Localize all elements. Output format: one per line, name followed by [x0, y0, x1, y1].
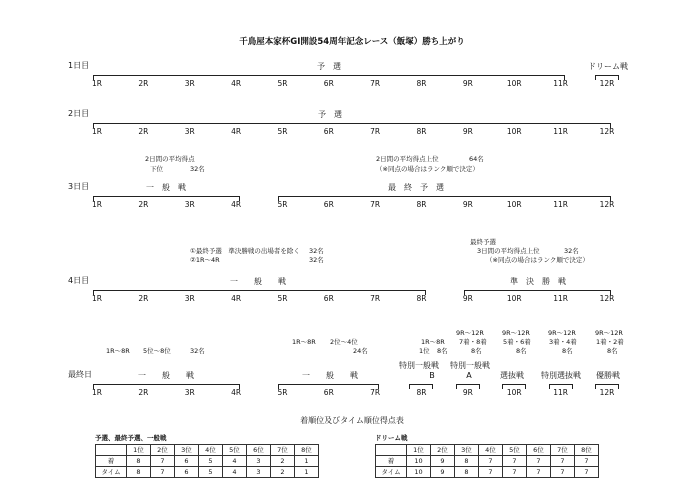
group-sub-label-a: A	[466, 371, 472, 380]
race-label-2: 2R	[138, 79, 149, 88]
race-label-8: 8R	[416, 200, 427, 209]
note-day2-upper-heading: 2日間の平均得点上位	[376, 155, 439, 163]
column-header: 2位	[151, 445, 175, 456]
row-header: 着	[376, 456, 407, 467]
race-label-12: 12R	[599, 294, 615, 303]
race-label-9: 9R	[462, 294, 473, 303]
race-label-8: 8R	[416, 294, 427, 303]
day-label: 最終日	[68, 370, 92, 379]
race-label-10: 10R	[506, 127, 522, 136]
table-cell: 8	[127, 456, 151, 467]
race-label-7: 7R	[370, 79, 381, 88]
qual-count: 8名	[437, 347, 448, 355]
table-cell: 7	[527, 467, 551, 478]
table-cell: 7	[479, 467, 503, 478]
table-cell: 9	[431, 467, 455, 478]
qual-races: 9R～12R	[502, 329, 530, 337]
race-label-2: 2R	[138, 127, 149, 136]
race-label-6: 6R	[323, 79, 334, 88]
group-label-ippan: 一 般 戦	[302, 371, 358, 380]
group-label-ippan: 一 般 戦	[146, 183, 186, 192]
score-table-title: 着順位及びタイム順位得点表	[300, 416, 404, 425]
race-label-3: 3R	[184, 79, 195, 88]
race-label-10: 10R	[506, 79, 522, 88]
note-day3-final-prelim-line1: 3日間の平均得点上位	[477, 247, 540, 255]
bracket-ippan	[93, 196, 240, 201]
race-label-5: 5R	[277, 79, 288, 88]
race-label-7: 7R	[370, 200, 381, 209]
race-label-10: 10R	[506, 200, 522, 209]
group-label-special-general-a: 特別一般戦	[450, 361, 490, 370]
column-header: 3位	[455, 445, 479, 456]
qual-count: 8名	[607, 347, 618, 355]
qual-ranks: 2位～4位	[330, 338, 358, 346]
row-header: 着	[96, 456, 127, 467]
column-header: 6位	[527, 445, 551, 456]
note-day2-upper-remark: （※同点の場合はランク順で決定）	[376, 165, 479, 173]
table-cell: 8	[455, 467, 479, 478]
table-cell: 7	[575, 467, 599, 478]
table-cell: 6	[175, 467, 199, 478]
race-label-8: 8R	[416, 79, 427, 88]
column-header: 1位	[407, 445, 431, 456]
qual-count: 24名	[353, 347, 368, 355]
race-label-7: 7R	[370, 388, 381, 397]
table-cell: 7	[551, 456, 575, 467]
table-row	[376, 456, 599, 467]
table-caption-dream: ドリーム戦	[375, 434, 408, 442]
qual-count: 8名	[562, 347, 573, 355]
table-cell: 2	[271, 456, 295, 467]
score-table-general	[95, 444, 319, 478]
table-cell: 3	[247, 467, 271, 478]
table-corner-cell	[96, 445, 127, 456]
table-cell: 7	[151, 456, 175, 467]
race-label-5: 5R	[277, 294, 288, 303]
race-label-10: 10R	[506, 388, 522, 397]
race-label-6: 6R	[323, 200, 334, 209]
column-header: 8位	[295, 445, 319, 456]
qual-ranks: 5位～8位	[143, 347, 171, 355]
row-header: タイム	[376, 467, 407, 478]
race-label-5: 5R	[277, 200, 288, 209]
race-label-11: 11R	[553, 79, 568, 88]
race-label-11: 11R	[553, 388, 568, 397]
qual-ranks: 5着・6着	[503, 338, 531, 346]
race-label-4: 4R	[231, 127, 242, 136]
note-day2-lower-count: 32名	[190, 165, 205, 173]
group-label-dream: ドリーム戦	[588, 62, 628, 71]
column-header: 4位	[479, 445, 503, 456]
table-cell: 1	[295, 456, 319, 467]
note-day3-general-line1: ①最終予選 準決勝戦の出場者を除く	[190, 247, 300, 255]
group-label-semifinal: 準 決 勝 戦	[510, 277, 566, 286]
table-corner-cell	[376, 445, 407, 456]
table-cell: 8	[455, 456, 479, 467]
qual-count: 8名	[471, 347, 482, 355]
column-header: 1位	[127, 445, 151, 456]
race-label-1: 1R	[92, 79, 102, 88]
qual-races: 9R～12R	[548, 329, 576, 337]
race-label-4: 4R	[231, 388, 242, 397]
qual-ranks: 1位	[419, 347, 430, 355]
table-caption-general: 予選、最終予選、一般戦	[95, 434, 167, 442]
table-row	[96, 456, 319, 467]
table-cell: 4	[223, 456, 247, 467]
qual-races: 1R～8R	[421, 338, 445, 346]
race-label-2: 2R	[138, 294, 149, 303]
table-cell: 7	[551, 467, 575, 478]
column-header: 7位	[551, 445, 575, 456]
table-cell: 7	[527, 456, 551, 467]
race-label-7: 7R	[370, 294, 381, 303]
group-label-ippan: 一 般 戦	[138, 371, 194, 380]
qual-races: 9R～12R	[456, 329, 484, 337]
group-label-yosen: 予 選	[317, 62, 341, 71]
race-label-4: 4R	[231, 294, 242, 303]
race-label-12: 12R	[599, 79, 615, 88]
day-label: 4日目	[68, 276, 90, 285]
group-label-championship: 優勝戦	[596, 371, 620, 380]
note-day3-final-prelim-count: 32名	[564, 247, 579, 255]
race-label-11: 11R	[553, 294, 568, 303]
race-label-9: 9R	[462, 388, 473, 397]
race-label-9: 9R	[462, 79, 473, 88]
race-label-10: 10R	[506, 294, 522, 303]
row-header: タイム	[96, 467, 127, 478]
bracket-semifinal	[464, 290, 611, 295]
page-title: 千鳥屋本家杯GⅠ開設54周年記念レース（飯塚）勝ち上がり	[239, 37, 465, 47]
day-label: 1日目	[68, 61, 90, 70]
table-cell: 9	[431, 456, 455, 467]
day-label: 3日目	[68, 182, 90, 191]
race-label-6: 6R	[323, 388, 334, 397]
column-header: 5位	[223, 445, 247, 456]
group-label-special-selection: 特別選抜戦	[541, 371, 581, 380]
race-label-11: 11R	[553, 200, 568, 209]
group-label-ippan: 一 般 戦	[230, 277, 286, 286]
table-cell: 8	[127, 467, 151, 478]
note-day3-final-prelim-remark: （※同点の場合はランク順で決定）	[486, 256, 589, 264]
bracket-ippan	[93, 384, 240, 389]
column-header: 7位	[271, 445, 295, 456]
race-label-3: 3R	[184, 200, 195, 209]
race-label-5: 5R	[277, 388, 288, 397]
bracket-yosen	[93, 123, 611, 128]
column-header: 8位	[575, 445, 599, 456]
qual-ranks: 1着・2着	[596, 338, 624, 346]
race-label-9: 9R	[462, 127, 473, 136]
race-label-3: 3R	[184, 127, 195, 136]
group-label-special-general-b: 特別一般戦	[399, 361, 439, 370]
table-cell: 4	[223, 467, 247, 478]
column-header: 5位	[503, 445, 527, 456]
race-label-2: 2R	[138, 200, 149, 209]
day-label: 2日目	[68, 109, 90, 118]
race-label-2: 2R	[138, 388, 149, 397]
column-header: 6位	[247, 445, 271, 456]
note-day3-general-line1-count: 32名	[309, 247, 324, 255]
qual-races: 1R～8R	[106, 347, 130, 355]
group-sub-label-b: B	[429, 371, 435, 380]
race-label-4: 4R	[231, 200, 242, 209]
table-cell: 3	[247, 456, 271, 467]
group-label-selection: 選抜戦	[500, 371, 524, 380]
race-label-6: 6R	[323, 127, 334, 136]
qual-count: 8名	[516, 347, 527, 355]
race-label-8: 8R	[416, 388, 427, 397]
race-label-11: 11R	[553, 127, 568, 136]
race-label-9: 9R	[462, 200, 473, 209]
column-header: 4位	[199, 445, 223, 456]
note-day2-lower-rank: 下位	[150, 165, 163, 173]
table-cell: 10	[407, 456, 431, 467]
table-cell: 5	[199, 456, 223, 467]
note-day3-general-line2: ②1R～4R	[190, 256, 220, 264]
table-cell: 7	[575, 456, 599, 467]
qual-races: 9R～12R	[595, 329, 623, 337]
qual-races: 1R～8R	[292, 338, 316, 346]
table-cell: 7	[503, 467, 527, 478]
note-day3-general-line2-count: 32名	[309, 256, 324, 264]
note-day3-final-prelim-heading: 最終予選	[470, 238, 496, 246]
note-day2-lower-heading: 2日間の平均得点	[145, 155, 195, 163]
note-day2-upper-count: 64名	[469, 155, 484, 163]
race-label-6: 6R	[323, 294, 334, 303]
qual-count: 32名	[190, 347, 205, 355]
race-label-12: 12R	[599, 127, 615, 136]
qual-ranks: 3着・4着	[549, 338, 577, 346]
race-label-12: 12R	[599, 200, 615, 209]
race-label-5: 5R	[277, 127, 288, 136]
table-cell: 6	[175, 456, 199, 467]
group-label-yosen: 予 選	[318, 110, 342, 119]
race-label-3: 3R	[184, 294, 195, 303]
race-label-1: 1R	[92, 200, 102, 209]
race-label-8: 8R	[416, 127, 427, 136]
table-cell: 5	[199, 467, 223, 478]
column-header: 2位	[431, 445, 455, 456]
race-label-1: 1R	[92, 388, 102, 397]
table-row	[376, 467, 599, 478]
table-cell: 1	[295, 467, 319, 478]
race-label-4: 4R	[231, 79, 242, 88]
group-label-final-prelim: 最 終 予 選	[388, 183, 444, 192]
table-cell: 7	[479, 456, 503, 467]
score-table-dream	[375, 444, 599, 478]
column-header: 3位	[175, 445, 199, 456]
table-cell: 2	[271, 467, 295, 478]
race-label-7: 7R	[370, 127, 381, 136]
race-label-1: 1R	[92, 127, 102, 136]
table-row	[96, 467, 319, 478]
race-label-1: 1R	[92, 294, 102, 303]
table-header-row	[96, 445, 319, 456]
race-label-12: 12R	[599, 388, 615, 397]
table-cell: 7	[151, 467, 175, 478]
race-label-3: 3R	[184, 388, 195, 397]
table-cell: 10	[407, 467, 431, 478]
table-cell: 7	[503, 456, 527, 467]
table-header-row	[376, 445, 599, 456]
qual-ranks: 7着・8着	[459, 338, 487, 346]
